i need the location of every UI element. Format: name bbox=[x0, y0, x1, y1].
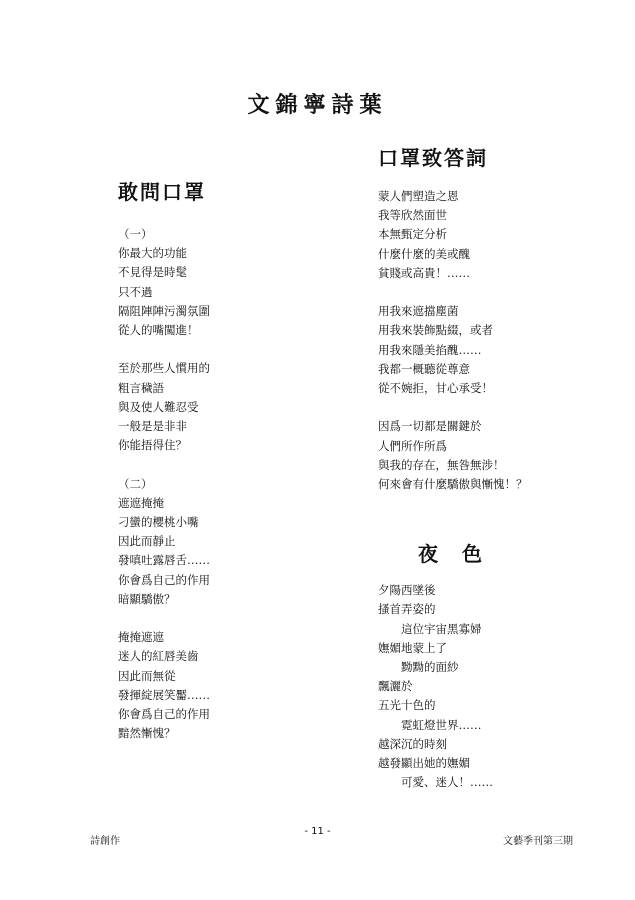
poem-line bbox=[378, 283, 618, 302]
poem-line: 發揮綻展笑靨…… bbox=[118, 687, 210, 702]
poem-line: 不見得是時髦 bbox=[118, 265, 187, 280]
poem-line: 只不過 bbox=[118, 284, 153, 299]
poem-line: 嫵媚地蒙上了 bbox=[378, 640, 447, 655]
poem-line: （二） bbox=[118, 476, 153, 491]
poem-line: 你會爲自己的作用 bbox=[118, 572, 210, 587]
poem-line: 我等欣然面世 bbox=[378, 208, 447, 223]
poem-line: 從人的嘴闖進！ bbox=[118, 323, 199, 338]
poem-line: 至於那些人慣用的 bbox=[118, 361, 210, 376]
poem-line: 飄灑於 bbox=[378, 679, 413, 694]
poem-lines-night bbox=[378, 581, 618, 792]
poem-line: 因此而靜止 bbox=[118, 534, 176, 549]
poem-line: 發嗔吐露唇舌…… bbox=[118, 553, 210, 568]
poem-line: 一般是是非非 bbox=[118, 419, 187, 434]
poem-line: 與及使人難忍受 bbox=[118, 399, 199, 414]
poem-line: 夕陽西墜後 bbox=[378, 583, 436, 598]
poem-line: 人們所作所爲 bbox=[378, 438, 447, 453]
poem-line: 因此而無從 bbox=[118, 668, 176, 683]
poem-line: 你能捂得住？ bbox=[118, 438, 187, 453]
poem-lines-mask-reply bbox=[378, 187, 618, 494]
poem-line: 因爲一切都是關鍵於 bbox=[378, 419, 482, 434]
footer-publication: 文藝季刊第三期 bbox=[503, 836, 573, 847]
poem-line: 黝黝的面紗 bbox=[378, 660, 459, 675]
poem-line: 用我來隱美掐醜…… bbox=[378, 342, 482, 357]
poem-line: 用我來遮擋塵菌 bbox=[378, 304, 459, 319]
poem-line: 五光十色的 bbox=[378, 698, 436, 713]
poem-line: 與我的存在，無咎無涉！ bbox=[378, 457, 505, 472]
poem-line: 何來會有什麼驕傲與慚愧！？ bbox=[378, 477, 528, 492]
poem-line: 黯然慚愧？ bbox=[118, 726, 176, 741]
poem-line: 搔首弄姿的 bbox=[378, 602, 436, 617]
poem-title-mask-reply: 口罩致答詞 bbox=[378, 146, 488, 170]
poem-line: 我都一概聽從尊意 bbox=[378, 361, 470, 376]
poem-line: 貧賤或高貴！…… bbox=[378, 265, 470, 280]
poem-line: 遮遮掩掩 bbox=[118, 495, 164, 510]
poem-line: 刁蠻的櫻桃小嘴 bbox=[118, 515, 199, 530]
poem-line: 隔阻陣陣污濁氛圍 bbox=[118, 303, 210, 318]
poem-line bbox=[118, 455, 338, 474]
footer-page-number: - 11 - bbox=[304, 826, 331, 837]
poem-line: 越發顯出她的嫵媚 bbox=[378, 756, 470, 771]
poem-line: 可愛、迷人！…… bbox=[378, 775, 493, 790]
poem-line: 本無甄定分析 bbox=[378, 227, 447, 242]
left-column bbox=[118, 176, 338, 743]
poem-line: 這位宇宙黑寡婦 bbox=[378, 621, 482, 636]
poem-line: 暗顯驕傲？ bbox=[118, 591, 176, 606]
poem-line bbox=[118, 609, 338, 628]
poem-line: 迷人的紅唇美齒 bbox=[118, 649, 199, 664]
poem-line: 從不婉拒，甘心承受！ bbox=[378, 381, 493, 396]
poem-line bbox=[118, 340, 338, 359]
poem-line: 霓虹燈世界…… bbox=[378, 717, 482, 732]
page-title: 文錦寧詩葉 bbox=[247, 92, 388, 118]
poem-line: 什麼什麼的美或醜 bbox=[378, 246, 470, 261]
poem-line: （一） bbox=[118, 227, 153, 241]
poem-line: 越深沉的時刻 bbox=[378, 736, 447, 751]
poem-lines-mask-question bbox=[118, 225, 338, 743]
poem-line: 你最大的功能 bbox=[118, 246, 187, 261]
poem-line: 掩掩遮遮 bbox=[118, 630, 164, 645]
poem-line: 粗言穢語 bbox=[118, 380, 164, 395]
poem-line: 蒙人們塑造之恩 bbox=[378, 189, 459, 203]
footer-section-label: 詩創作 bbox=[90, 836, 120, 847]
poem-line bbox=[378, 398, 618, 417]
poem-title-mask-question: 敢問口罩 bbox=[118, 180, 206, 204]
poem-title-night: 夜 色 bbox=[418, 542, 484, 567]
right-column bbox=[378, 142, 618, 792]
poem-line: 你會爲自己的作用 bbox=[118, 707, 210, 722]
poem-line: 用我來裝飾點綴，或者 bbox=[378, 323, 493, 338]
